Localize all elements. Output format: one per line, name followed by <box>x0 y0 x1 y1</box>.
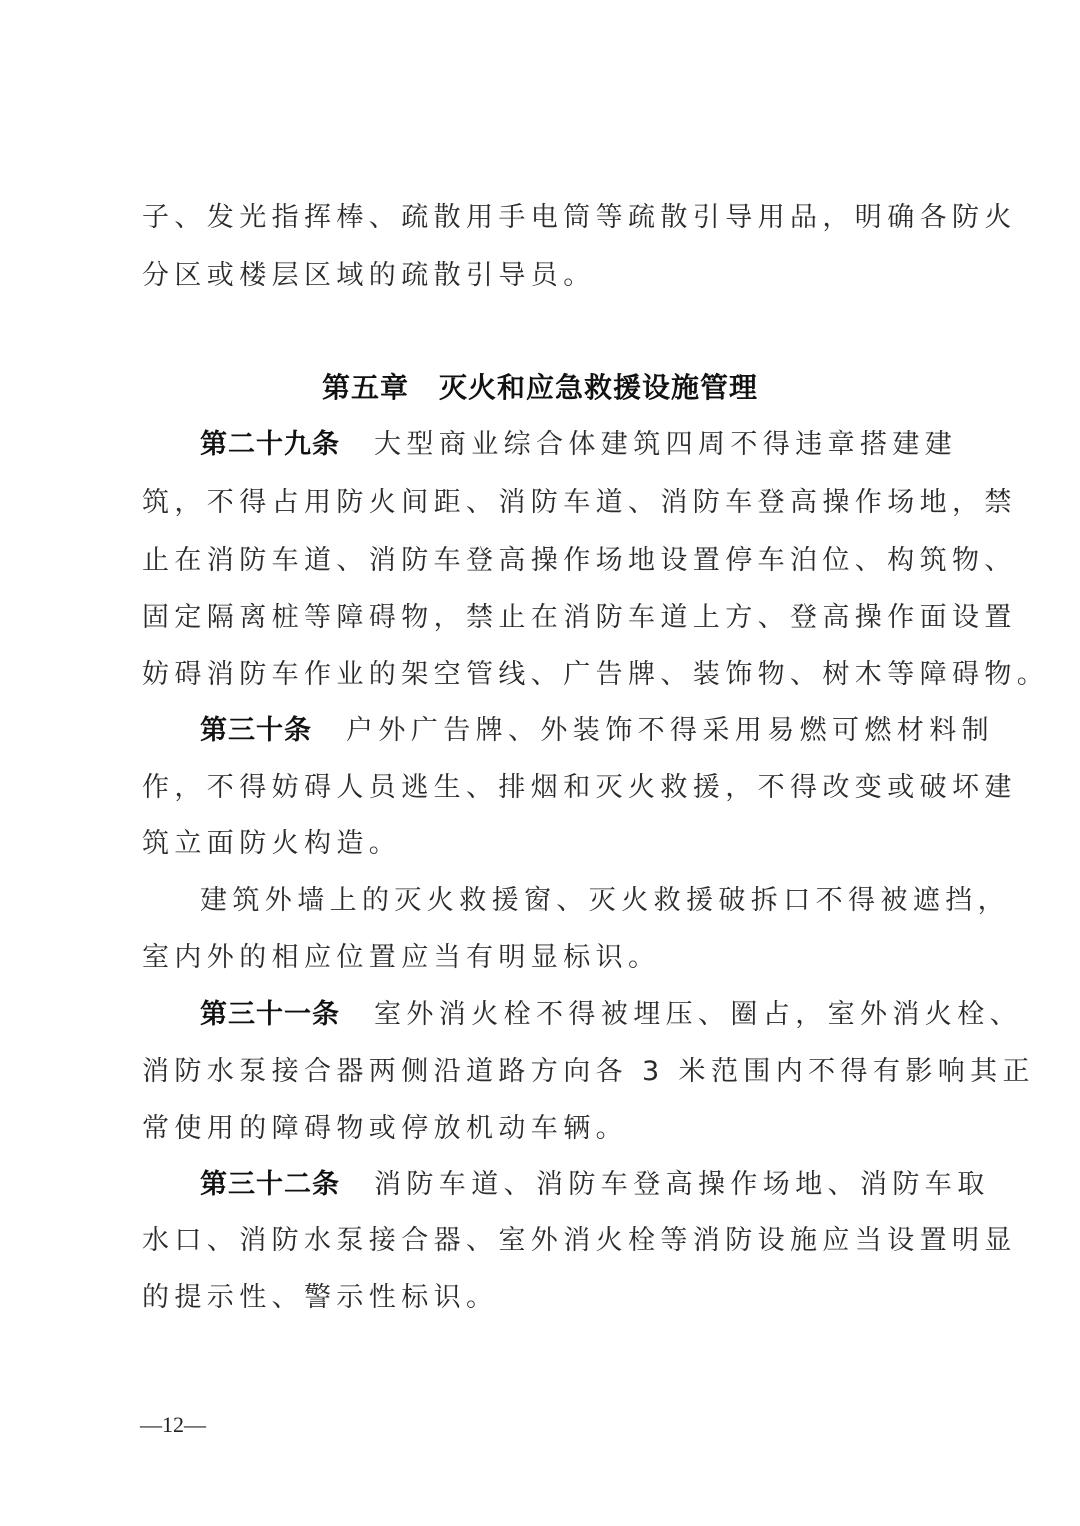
article-text: 大型商业综合体建筑四周不得违章搭建建 <box>374 429 958 460</box>
article-32-first-line <box>200 1167 1000 1203</box>
article-31-first-line <box>200 997 1022 1033</box>
paragraph-line: 分区或楼层区域的疏散引导员。 <box>142 260 596 291</box>
article-label: 第三十条 <box>200 715 312 746</box>
article-label: 第三十一条 <box>200 999 340 1030</box>
article-label: 第二十九条 <box>200 429 340 460</box>
paragraph-line: 止在消防车道、消防车登高操作场地设置停车泊位、构筑物、 <box>142 545 1017 576</box>
paragraph-line: 室内外的相应位置应当有明显标识。 <box>142 942 661 973</box>
article-29-first-line <box>200 427 1000 463</box>
article-text: 户外广告牌、外装饰不得采用易燃可燃材料制 <box>346 715 994 746</box>
paragraph-line: 妨碍消防车作业的架空管线、广告牌、装饰物、树木等障碍物。 <box>142 659 1050 690</box>
article-text: 室外消火栓不得被埋压、圈占，室外消火栓、 <box>374 999 1022 1030</box>
page-number: —12— <box>140 1412 206 1437</box>
paragraph-line: 的提示性、警示性标识。 <box>142 1282 499 1313</box>
paragraph-line: 常使用的障碍物或停放机动车辆。 <box>142 1113 628 1144</box>
chapter-number: 第五章 <box>321 371 409 404</box>
article-label: 第三十二条 <box>200 1169 340 1200</box>
article-30-first-line <box>200 713 1000 749</box>
paragraph-line: 水口、消防水泵接合器、室外消火栓等消防设施应当设置明显 <box>142 1225 1017 1256</box>
chapter-title: 灭火和应急救援设施管理 <box>439 371 759 404</box>
article-text: 消防车道、消防车登高操作场地、消防车取 <box>374 1169 990 1200</box>
paragraph-line: 作，不得妨碍人员逃生、排烟和灭火救援，不得改变或破坏建 <box>142 772 1017 803</box>
paragraph-first-line: 建筑外墙上的灭火救援窗、灭火救援破拆口不得被遮挡， <box>200 885 1010 916</box>
chapter-heading <box>0 370 1080 406</box>
paragraph-line: 固定隔离桩等障碍物，禁止在消防车道上方、登高操作面设置 <box>142 602 1017 633</box>
paragraph-line: 消防水泵接合器两侧沿道路方向各 3 米范围内不得有影响其正 <box>142 1056 1035 1087</box>
paragraph-line: 筑，不得占用防火间距、消防车道、消防车登高操作场地，禁 <box>142 487 1017 518</box>
paragraph-line: 子、发光指挥棒、疏散用手电筒等疏散引导用品，明确各防火 <box>142 202 1017 233</box>
paragraph-line: 筑立面防火构造。 <box>142 828 402 859</box>
